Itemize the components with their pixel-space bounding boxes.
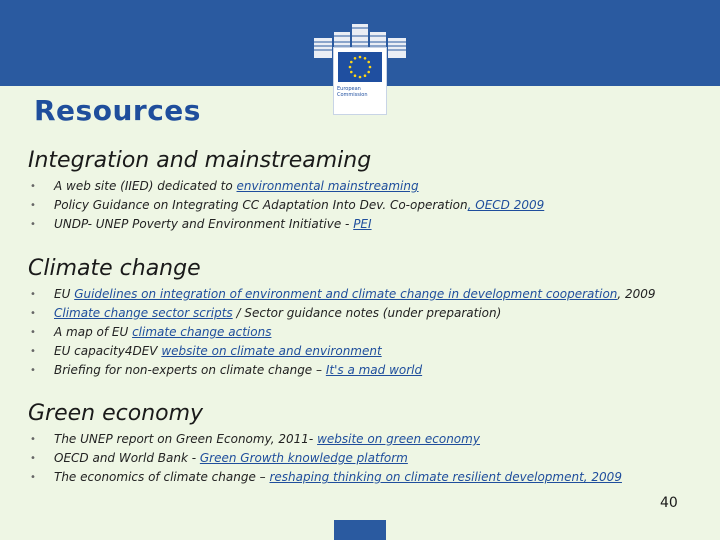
bullet-icon: • [30, 365, 36, 376]
list-item: • Climate change sector scripts / Sector guidance notes (under preparation) [28, 304, 656, 323]
link-green-growth-platform[interactable]: Green Growth knowledge platform [199, 451, 408, 465]
resource-list [28, 430, 622, 487]
list-item: • The economics of climate change – reshaping thinking on climate resilient development, 2009 [28, 468, 622, 487]
section-heading: Green economy [28, 401, 204, 426]
bullet-icon: • [30, 453, 36, 464]
european-commission-logo [312, 18, 408, 100]
section-green-economy [28, 401, 622, 487]
list-item: • OECD and World Bank - Green Growth knowledge platform [28, 449, 622, 468]
bullet-icon: • [30, 327, 36, 338]
list-item: • EU Guidelines on integration of environment and climate change in development cooperation, 2009 [28, 285, 656, 304]
bullet-icon: • [30, 219, 36, 230]
logo-text: European Commission [337, 86, 368, 98]
section-integration [28, 148, 544, 234]
link-pei[interactable]: PEI [353, 217, 372, 231]
resource-list [28, 177, 544, 234]
list-item: • Briefing for non-experts on climate change – It's a mad world [28, 361, 656, 380]
section-heading: Integration and mainstreaming [28, 148, 372, 173]
list-item: • Policy Guidance on Integrating CC Adaptation Into Dev. Co-operation, OECD 2009 [28, 196, 544, 215]
bullet-icon: • [30, 472, 36, 483]
resource-list [28, 285, 656, 380]
section-heading: Climate change [28, 256, 201, 281]
link-sector-scripts[interactable]: Climate change sector scripts [54, 306, 233, 320]
list-item: • EU capacity4DEV website on climate and environment [28, 342, 656, 361]
footer-band [334, 520, 386, 540]
logo-emblem [334, 48, 386, 114]
link-mad-world[interactable]: It's a mad world [325, 363, 423, 377]
link-climate-change-actions[interactable]: climate change actions [132, 325, 272, 339]
page-number: 40 [660, 495, 678, 511]
link-oecd-2009[interactable]: , OECD 2009 [467, 198, 545, 212]
eu-flag-icon [338, 52, 382, 82]
bullet-icon: • [30, 434, 36, 445]
link-eu-guidelines[interactable]: Guidelines on integration of environment and climate change in development cooperation [74, 287, 618, 301]
bullet-icon: • [30, 181, 36, 192]
link-reshaping-thinking[interactable]: reshaping thinking on climate resilient development, 2009 [269, 470, 622, 484]
bullet-icon: • [30, 308, 36, 319]
bullet-icon: • [30, 346, 36, 357]
list-item: • The UNEP report on Green Economy, 2011- website on green economy [28, 430, 622, 449]
list-item: • UNDP- UNEP Poverty and Environment Initiative - PEI [28, 215, 544, 234]
list-item: • A web site (IIED) dedicated to environmental mainstreaming [28, 177, 544, 196]
bullet-icon: • [30, 289, 36, 300]
link-green-economy-website[interactable]: website on green economy [317, 432, 480, 446]
bullet-icon: • [30, 200, 36, 211]
section-climate-change [28, 256, 656, 380]
link-environmental-mainstreaming[interactable]: environmental mainstreaming [236, 179, 419, 193]
list-item: • A map of EU climate change actions [28, 323, 656, 342]
page-title: Resources [34, 94, 201, 127]
link-capacity4dev-website[interactable]: website on climate and environment [161, 344, 382, 358]
